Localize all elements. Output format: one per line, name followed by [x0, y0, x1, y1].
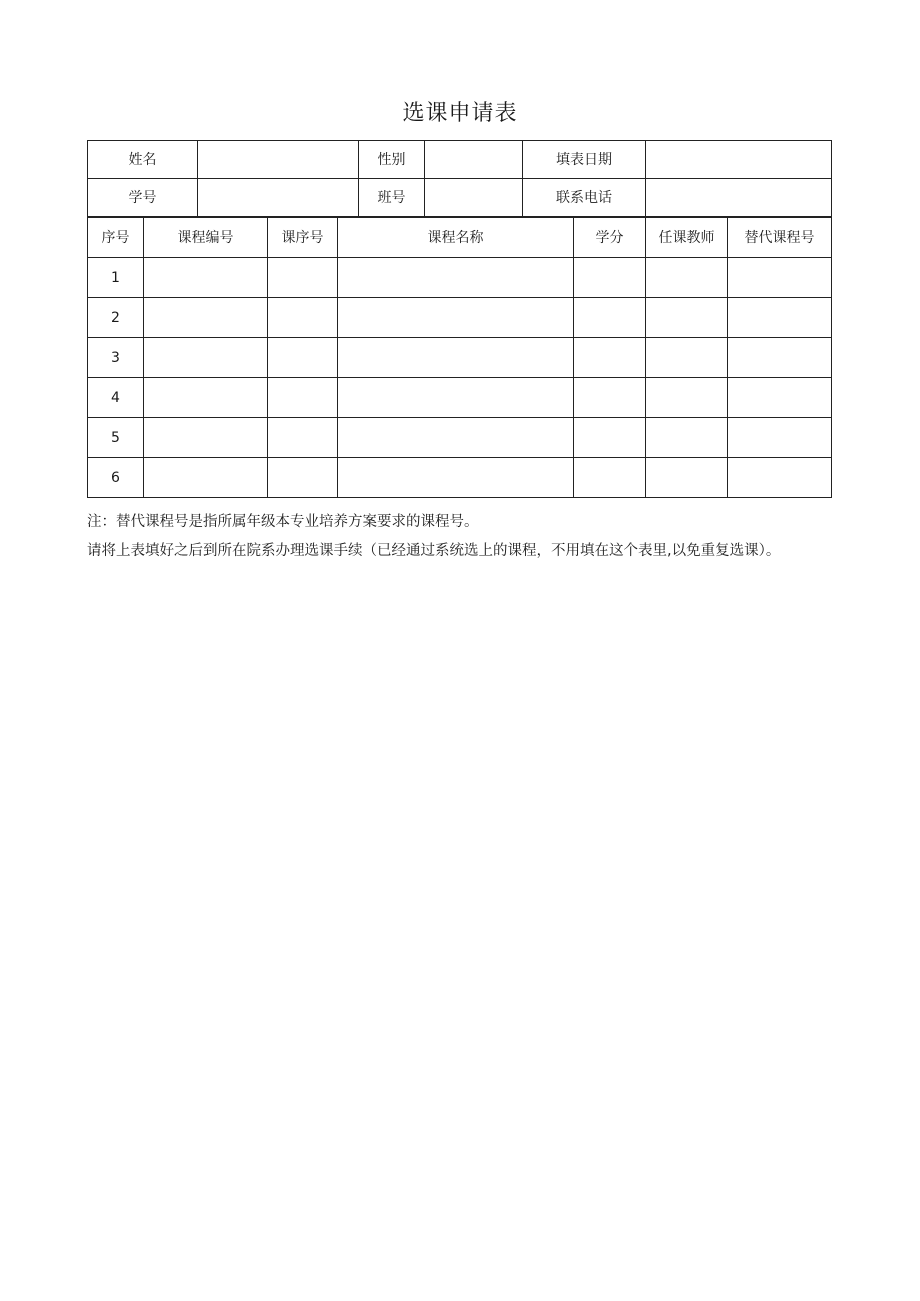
section-cell[interactable]: [268, 298, 338, 338]
header-course-code: 课程编号: [144, 218, 268, 258]
name-field[interactable]: [198, 141, 359, 179]
header-credits: 学分: [574, 218, 646, 258]
notes-section: [87, 508, 833, 566]
class-field[interactable]: [425, 179, 523, 217]
course-code-cell[interactable]: [144, 338, 268, 378]
course-code-cell[interactable]: [144, 458, 268, 498]
course-code-cell[interactable]: [144, 298, 268, 338]
substitute-code-cell[interactable]: [728, 378, 832, 418]
table-row: [88, 378, 832, 418]
instructor-cell[interactable]: [646, 338, 728, 378]
credits-cell[interactable]: [574, 338, 646, 378]
course-name-cell[interactable]: [338, 298, 574, 338]
name-label: 姓名: [88, 141, 198, 179]
instructor-cell[interactable]: [646, 378, 728, 418]
info-row-2: [88, 179, 832, 217]
substitute-code-cell[interactable]: [728, 338, 832, 378]
gender-label: 性别: [359, 141, 425, 179]
course-code-cell[interactable]: [144, 378, 268, 418]
table-row: [88, 458, 832, 498]
student-id-label: 学号: [88, 179, 198, 217]
course-code-cell[interactable]: [144, 258, 268, 298]
class-label: 班号: [359, 179, 425, 217]
note-substitute-code: 注：替代课程号是指所属年级本专业培养方案要求的课程号。: [87, 514, 479, 530]
credits-cell[interactable]: [574, 258, 646, 298]
section-cell[interactable]: [268, 458, 338, 498]
row-number: 6: [88, 458, 144, 498]
header-seq: 序号: [88, 218, 144, 258]
section-cell[interactable]: [268, 338, 338, 378]
course-code-cell[interactable]: [144, 418, 268, 458]
course-name-cell[interactable]: [338, 418, 574, 458]
instructor-cell[interactable]: [646, 418, 728, 458]
credits-cell[interactable]: [574, 298, 646, 338]
header-instructor: 任课教师: [646, 218, 728, 258]
credits-cell[interactable]: [574, 378, 646, 418]
student-info-table: [87, 140, 832, 217]
table-row: [88, 258, 832, 298]
info-row-1: [88, 141, 832, 179]
course-table: [87, 217, 832, 498]
instructor-cell[interactable]: [646, 298, 728, 338]
table-row: [88, 298, 832, 338]
date-field[interactable]: [646, 141, 832, 179]
section-cell[interactable]: [268, 378, 338, 418]
table-row: [88, 338, 832, 378]
credits-cell[interactable]: [574, 458, 646, 498]
course-header-row: [88, 218, 832, 258]
section-cell[interactable]: [268, 258, 338, 298]
phone-label: 联系电话: [523, 179, 646, 217]
row-number: 3: [88, 338, 144, 378]
student-id-field[interactable]: [198, 179, 359, 217]
row-number: 5: [88, 418, 144, 458]
note-instructions: 请将上表填好之后到所在院系办理选课手续（已经通过系统选上的课程，不用填在这个表里,以免重复选课）。: [87, 543, 781, 559]
course-name-cell[interactable]: [338, 258, 574, 298]
row-number: 1: [88, 258, 144, 298]
section-cell[interactable]: [268, 418, 338, 458]
instructor-cell[interactable]: [646, 458, 728, 498]
credits-cell[interactable]: [574, 418, 646, 458]
header-course-name: 课程名称: [338, 218, 574, 258]
instructor-cell[interactable]: [646, 258, 728, 298]
course-name-cell[interactable]: [338, 338, 574, 378]
course-name-cell[interactable]: [338, 378, 574, 418]
header-section: 课序号: [268, 218, 338, 258]
course-name-cell[interactable]: [338, 458, 574, 498]
table-row: [88, 418, 832, 458]
gender-field[interactable]: [425, 141, 523, 179]
row-number: 4: [88, 378, 144, 418]
header-substitute-code: 替代课程号: [728, 218, 832, 258]
substitute-code-cell[interactable]: [728, 458, 832, 498]
substitute-code-cell[interactable]: [728, 258, 832, 298]
substitute-code-cell[interactable]: [728, 418, 832, 458]
date-label: 填表日期: [523, 141, 646, 179]
substitute-code-cell[interactable]: [728, 298, 832, 338]
row-number: 2: [88, 298, 144, 338]
page-title: 选课申请表: [402, 101, 518, 126]
phone-field[interactable]: [646, 179, 832, 217]
